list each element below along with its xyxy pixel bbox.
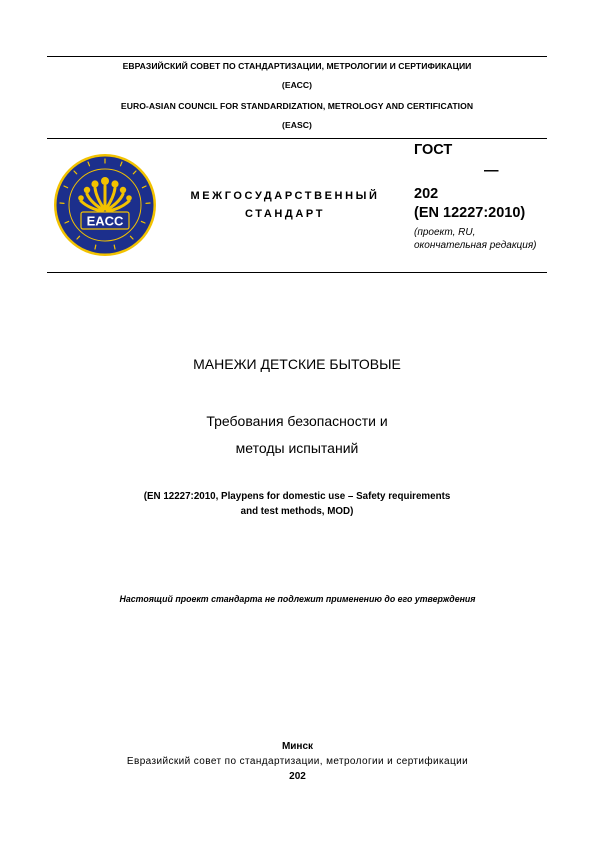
draft-notice: Настоящий проект стандарта не подлежит применению до его утверждения (119, 594, 476, 604)
footer-organization: Евразийский совет по стандартизации, метрологии и сертификации (126, 756, 469, 767)
footer-city: Минск (281, 741, 314, 752)
standard-label: СТАНДАРТ (244, 208, 326, 220)
en-reference: (EN 12227:2010) (414, 205, 526, 221)
gost-label: ГОСТ (414, 142, 453, 158)
draft-note: (проект, RU, окончательная редакция) (414, 227, 537, 251)
document-title: МАНЕЖИ ДЕТСКИЕ БЫТОВЫЕ (193, 356, 401, 372)
council-name-ru: ЕВРАЗИЙСКИЙ СОВЕТ ПО СТАНДАРТИЗАЦИИ, МЕТРОЛОГИИ И СЕРТИФИКАЦИИ (122, 61, 472, 71)
council-abbr-en: (EASC) (282, 120, 312, 130)
english-title-line2: and test methods, MOD) (240, 506, 354, 517)
easc-emblem-icon (53, 153, 157, 257)
emblem-label: EACC (86, 213, 124, 229)
council-name-en: EURO-ASIAN COUNCIL FOR STANDARDIZATION, METROLOGY AND CERTIFICATION (120, 101, 474, 111)
top-rule (47, 56, 547, 57)
council-abbr-ru: (ЕАСС) (281, 80, 313, 90)
document-subtitle-line1: Требования безопасности и (206, 413, 388, 429)
interstate-label: МЕЖГОСУДАРСТВЕННЫЙ (190, 190, 380, 202)
gost-dash: — (484, 163, 499, 179)
document-subtitle-line2: методы испытаний (235, 440, 359, 456)
gost-year: 202 (414, 186, 439, 202)
footer-year: 202 (289, 771, 306, 782)
bottom-rule (47, 272, 547, 273)
middle-rule (47, 138, 547, 139)
english-title-line1: (EN 12227:2010, Playpens for domestic use – Safety requirements (143, 491, 451, 502)
